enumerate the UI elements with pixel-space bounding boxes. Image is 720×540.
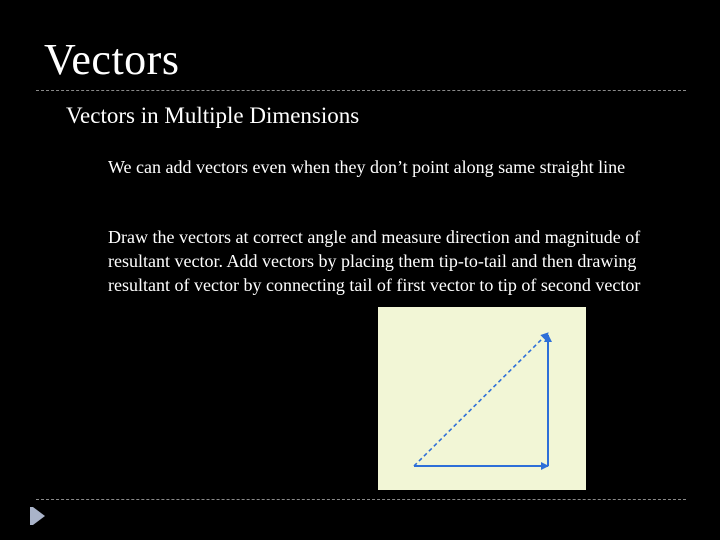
- slide-title: Vectors: [44, 35, 180, 84]
- main-bullet-item: [36, 102, 359, 130]
- resultant-vector-arrow: [414, 333, 548, 466]
- title-divider: [36, 90, 686, 91]
- sub-bullet-text: Draw the vectors at correct angle and measure direction and magnitude of resultant vector. Add vectors by placing them tip-to-tail and then drawing resultant of vector by connecting tail of first vector to tip of second vector: [108, 227, 641, 295]
- sub-bullet-item: [86, 155, 666, 179]
- main-bullet-text: Vectors in Multiple Dimensions: [66, 103, 360, 128]
- vector-diagram: [378, 307, 586, 490]
- sub-bullet-item: [86, 225, 681, 297]
- slide-nav-icon[interactable]: [33, 507, 45, 525]
- footer-divider: [36, 499, 686, 500]
- vector-diagram-svg: [378, 307, 586, 490]
- sub-bullet-text: We can add vectors even when they don’t point along same straight line: [108, 157, 626, 177]
